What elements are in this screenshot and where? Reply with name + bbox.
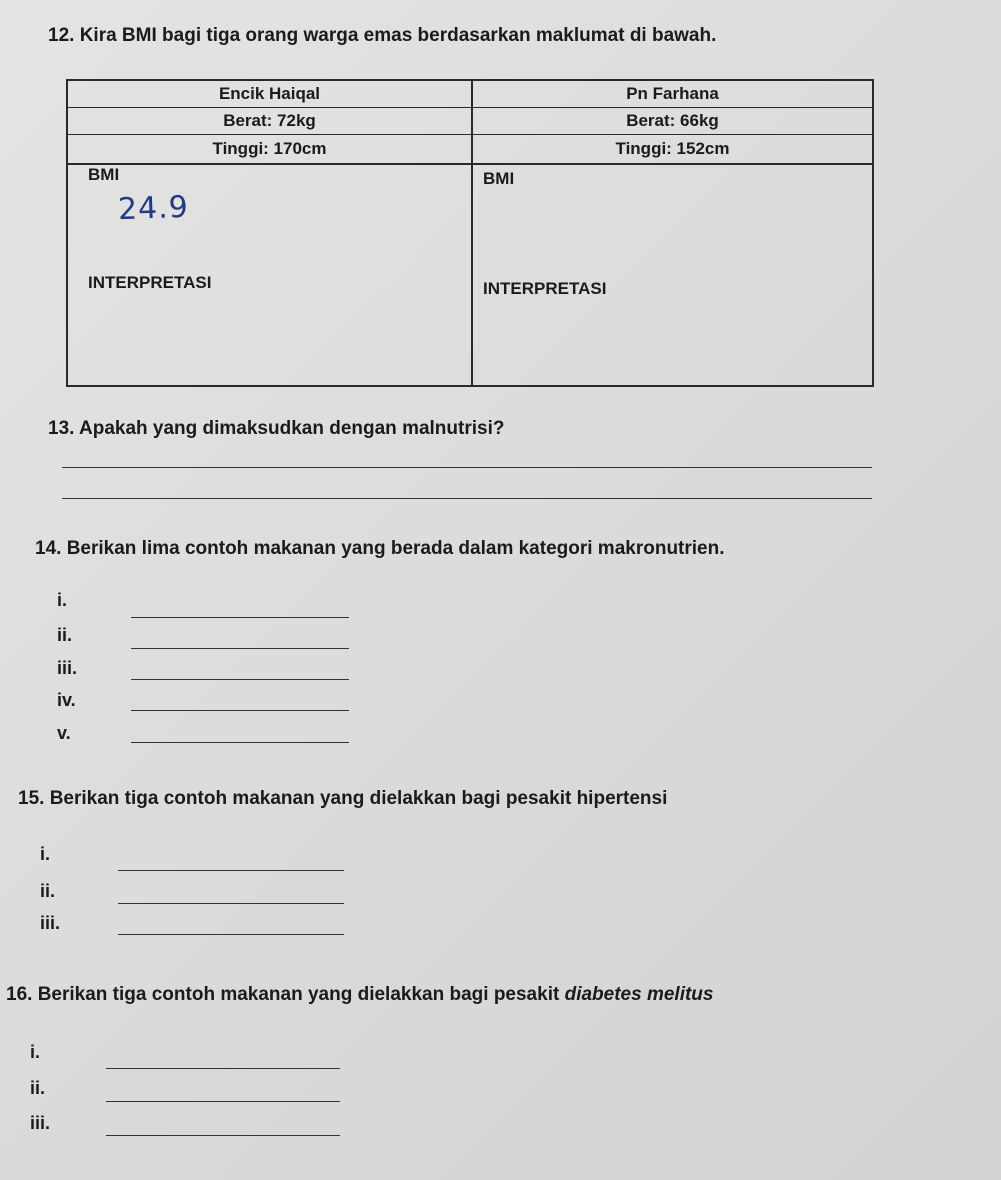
q16-item-1-label: i. (30, 1042, 41, 1062)
q15-answer-line-1[interactable] (118, 870, 344, 871)
bmi-label-left: BMI (88, 165, 120, 184)
q15-answer-line-2[interactable] (118, 903, 344, 904)
weight-encik-haiqal: Berat: 72kg (68, 108, 471, 135)
q14-item-2-label: ii. (57, 625, 73, 645)
question-16-italic-term: diabetes melitus (564, 984, 714, 1005)
height-encik-haiqal: Tinggi: 170cm (212, 139, 327, 158)
q14-answer-line-2[interactable] (131, 648, 349, 649)
q14-item-3-label: iii. (57, 658, 78, 678)
q16-item-3-label: iii. (30, 1113, 51, 1133)
q14-item-4-label: iv. (57, 690, 76, 710)
q14-item-5-label: v. (57, 723, 71, 743)
q16-answer-line-3[interactable] (106, 1135, 340, 1136)
q14-answer-line-5[interactable] (131, 742, 349, 743)
q16-answer-line-1[interactable] (106, 1068, 340, 1069)
handwritten-bmi-answer: 24.9 (117, 189, 190, 228)
weight-pn-farhana: Berat: 66kg (473, 108, 872, 135)
answer-cell-pn-farhana[interactable] (473, 165, 872, 385)
table-header-encik-haiqal (68, 81, 473, 165)
answer-line-13-2[interactable] (62, 498, 872, 499)
bmi-label-right: BMI (483, 169, 515, 188)
q16-item-2-label: ii. (30, 1078, 46, 1098)
question-12: 12. Kira BMI bagi tiga orang warga emas berdasarkan maklumat di bawah. (48, 25, 717, 46)
bmi-table (66, 79, 874, 387)
q14-item-1-label: i. (57, 590, 68, 610)
question-16-text: 16. Berikan tiga contoh makanan yang dielakkan bagi pesakit (6, 984, 565, 1005)
answer-line-13-1[interactable] (62, 467, 872, 468)
name-pn-farhana: Pn Farhana (473, 81, 872, 108)
q15-item-2-label: ii. (40, 881, 56, 901)
question-13: 13. Apakah yang dimaksudkan dengan malnutrisi? (48, 418, 505, 439)
height-pn-farhana: Tinggi: 152cm (615, 139, 730, 158)
q15-item-3-label: iii. (40, 913, 61, 933)
answer-cell-encik-haiqal[interactable] (68, 165, 473, 385)
question-16 (6, 984, 713, 1006)
q16-answer-line-2[interactable] (106, 1101, 340, 1102)
q14-answer-line-1[interactable] (131, 617, 349, 618)
interpretasi-label-left: INTERPRETASI (88, 273, 212, 292)
question-14: 14. Berikan lima contoh makanan yang berada dalam kategori makronutrien. (35, 538, 725, 559)
name-encik-haiqal: Encik Haiqal (68, 81, 471, 108)
table-header-pn-farhana (473, 81, 872, 165)
question-15: 15. Berikan tiga contoh makanan yang dielakkan bagi pesakit hipertensi (18, 788, 668, 809)
q15-item-1-label: i. (40, 844, 51, 864)
q15-answer-line-3[interactable] (118, 934, 344, 935)
q14-answer-line-3[interactable] (131, 679, 349, 680)
q14-answer-line-4[interactable] (131, 710, 349, 711)
interpretasi-label-right: INTERPRETASI (483, 279, 607, 298)
